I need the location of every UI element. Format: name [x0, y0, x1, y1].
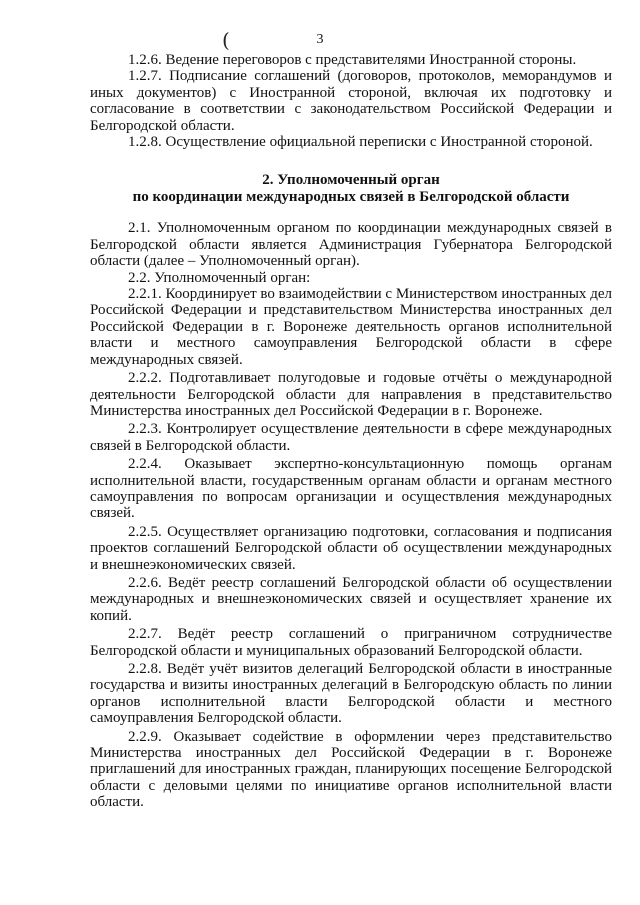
paragraph-2-2-4: 2.2.4. Оказывает экспертно-консультационную помощь органам исполнительной власти, государственным органам области и органам местного самоуправления по вопросам организации и осуществления международных связей. — [90, 456, 612, 522]
paragraph-2-2-1: 2.2.1. Координирует во взаимодействии с Министерством иностранных дел Российской Федерации и представительством Министерства иностранных дел Российской Федерации в г. Воронеже деятельность органов исполнительной власти и местного самоуправления Белгородской области в сфере международных связей. — [90, 286, 612, 368]
section-heading-line-1: 2. Уполномоченный орган — [262, 172, 440, 189]
paragraph-1-2-8: 1.2.8. Осуществление официальной переписки с Иностранной стороной. — [128, 134, 593, 151]
paragraph-2-1: 2.1. Уполномоченным органом по координации международных связей в Белгородской области является Администрация Губернатора Белгородской области (далее – Уполномоченный орган). — [90, 220, 612, 270]
page-number: 3 — [316, 32, 324, 47]
paragraph-1-2-6: 1.2.6. Ведение переговоров с представителями Иностранной стороны. — [128, 52, 577, 68]
paragraph-1-2-7: 1.2.7. Подписание соглашений (договоров, протоколов, меморандумов и иных документов) с Иностранной стороной, включая их подготовку и согласование в соответствии с законодательством Российской Федерации и Белгородской области. — [90, 68, 612, 134]
paragraph-2-2-7: 2.2.7. Ведёт реестр соглашений о приграничном сотрудничестве Белгородской области и муниципальных образований Белгородской области. — [90, 626, 612, 659]
paragraph-2-2-9: 2.2.9. Оказывает содействие в оформлении через представительство Министерства иностранных дел Российской Федерации в г. Воронеже приглашений для иностранных граждан, планирующих посещение Белгородской области с деловыми целями по инициативе органов исполнительной власти области. — [90, 728, 612, 811]
paragraph-2-2-2: 2.2.2. Подготавливает полугодовые и годовые отчёты о международной деятельности Белгородской области для направления в представительство Министерства иностранных дел Российской Федерации в г. Воронеже. — [90, 370, 612, 419]
paragraph-2-2-5: 2.2.5. Осуществляет организацию подготовки, согласования и подписания проектов соглашений Белгородской области об осуществлении международных и внешнеэкономических связей. — [90, 523, 612, 573]
paragraph-2-2: 2.2. Уполномоченный орган: — [128, 269, 311, 286]
paragraph-2-2-6: 2.2.6. Ведёт реестр соглашений Белгородской области об осуществлении международных и внешнеэкономических связей и осуществляет хранение их копий. — [90, 574, 612, 624]
section-heading-line-2: по координации международных связей в Белгородской области — [132, 189, 570, 206]
paragraph-2-2-8: 2.2.8. Ведёт учёт визитов делегаций Белгородской области в иностранные государства и визиты иностранных делегаций в Белгородскую область по линии органов исполнительной власти Белгородской области и местного самоуправления Белгородской области. — [90, 661, 612, 727]
paragraph-2-2-3: 2.2.3. Контролирует осуществление деятельности в сфере международных связей в Белгородской области. — [90, 421, 612, 454]
document-body — [90, 52, 612, 811]
section-heading — [90, 172, 612, 206]
handwritten-mark: ( — [222, 28, 230, 52]
